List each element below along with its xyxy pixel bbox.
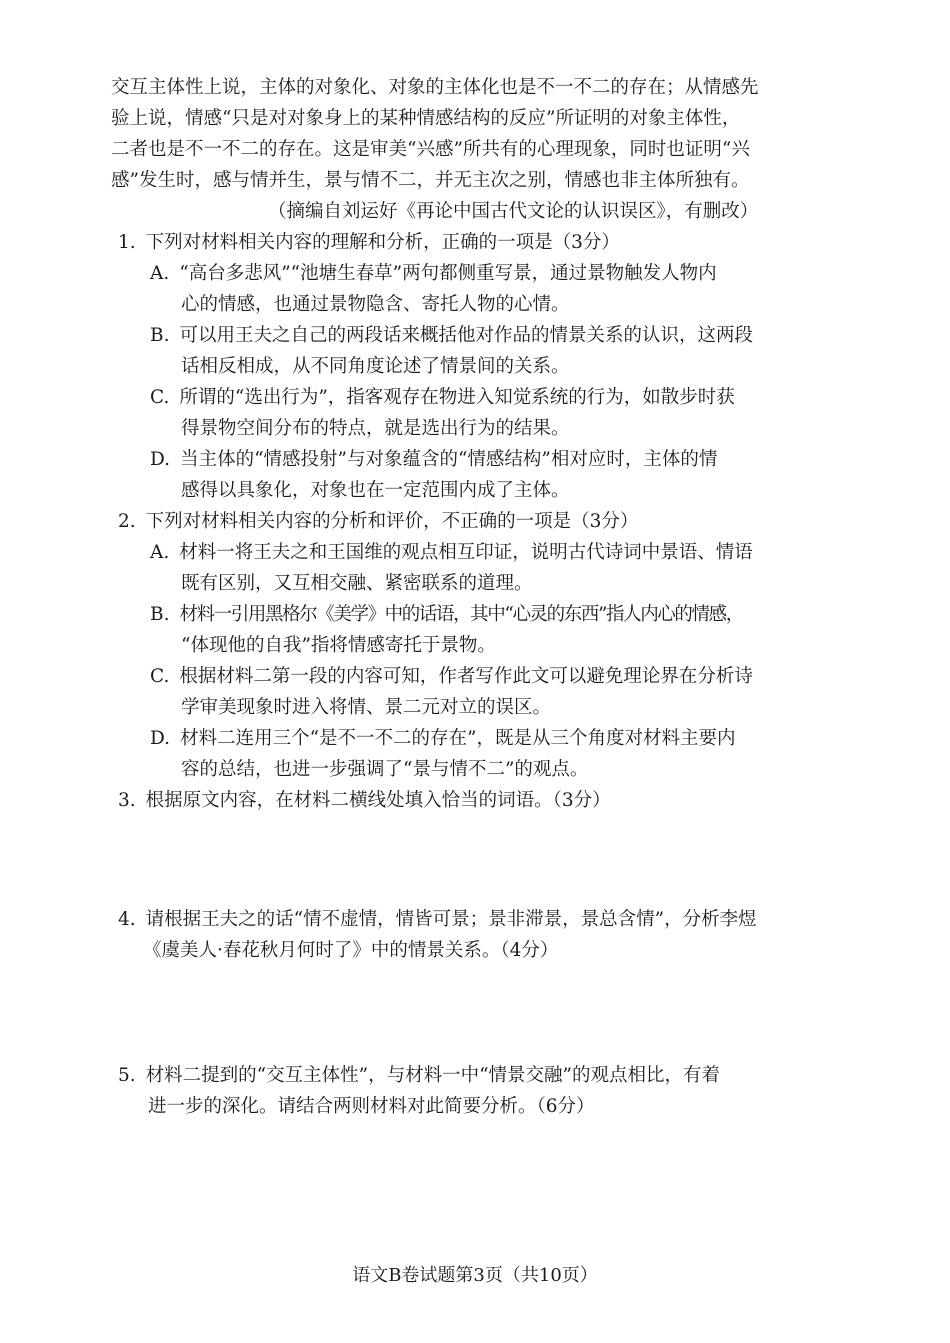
source-citation: （摘编自刘运好《再论中国古代文论的认识误区》，有删改） bbox=[268, 201, 759, 222]
option-text: 材料一将王夫之和王国维的观点相互印证，说明古代诗词中景语、情语 bbox=[179, 542, 753, 563]
question-stem-continued: 进一步的深化。请结合两则材料对此简要分析。（6分） bbox=[148, 1096, 595, 1117]
question-stem: 下列对材料相关内容的分析和评价，不正确的一项是（3分） bbox=[145, 511, 639, 532]
option-label: A. bbox=[150, 263, 170, 284]
question-number: 5. bbox=[118, 1065, 136, 1086]
option-label: A. bbox=[150, 542, 170, 563]
question-number: 2. bbox=[118, 511, 136, 532]
option-text-continued: 学审美现象时进入将情、景二元对立的误区。 bbox=[181, 697, 552, 718]
option-text-continued: 心的情感，也通过景物隐含、寄托人物的心情。 bbox=[181, 294, 570, 315]
option-text: 可以用王夫之自己的两段话来概括他对作品的情景关系的认识，这两段 bbox=[179, 325, 753, 346]
option-text-continued: 感得以具象化，对象也在一定范围内成了主体。 bbox=[181, 480, 570, 501]
question-stem: 根据原文内容，在材料二横线处填入恰当的词语。（3分） bbox=[145, 790, 611, 811]
question-number: 1. bbox=[118, 232, 136, 253]
question-stem: 材料二提到的“交互主体性”，与材料一中“情景交融”的观点相比，有着 bbox=[145, 1065, 720, 1086]
option-label: B. bbox=[150, 604, 170, 625]
passage-line: 验上说，情感“只是对对象身上的某种情感结构的反应”所证明的对象主体性， bbox=[111, 108, 741, 129]
option-text: 当主体的“情感投射”与对象蕴含的“情感结构”相对应时，主体的情 bbox=[180, 449, 718, 470]
question-5 bbox=[118, 1064, 720, 1088]
option-2a bbox=[150, 541, 753, 565]
option-2c bbox=[150, 665, 753, 689]
option-label: C. bbox=[150, 666, 170, 687]
option-label: D. bbox=[150, 728, 171, 749]
option-label: B. bbox=[150, 325, 170, 346]
question-stem: 下列对材料相关内容的理解和分析，正确的一项是（3分） bbox=[145, 232, 620, 253]
option-text: 所谓的“选出行为”，指客观存在物进入知觉系统的行为，如散步时获 bbox=[179, 387, 735, 408]
option-1c bbox=[150, 386, 735, 410]
passage-line: 交互主体性上说，主体的对象化、对象的主体化也是不一不二的存在；从情感先 bbox=[111, 77, 759, 98]
option-label: C. bbox=[150, 387, 170, 408]
option-text-continued: 容的总结，也进一步强调了“景与情不二”的观点。 bbox=[181, 759, 589, 780]
question-number: 4. bbox=[118, 909, 136, 930]
option-text: 材料一引用黑格尔《美学》中的话语，其中“心灵的东西”指人内心的情感， bbox=[179, 604, 743, 625]
option-label: D. bbox=[150, 449, 171, 470]
option-2d bbox=[150, 727, 735, 751]
option-text-continued: 既有区别，又互相交融、紧密联系的道理。 bbox=[181, 573, 533, 594]
question-number: 3. bbox=[118, 790, 136, 811]
option-text: “高台多悲风”“池塘生春草”两句都侧重写景，通过景物触发人物内 bbox=[179, 263, 717, 284]
option-text: 材料二连用三个“是不一不二的存在”，既是从三个角度对材料主要内 bbox=[180, 728, 736, 749]
passage-line: 感”发生时，感与情并生，景与情不二，并无主次之别，情感也非主体所独有。 bbox=[111, 170, 750, 191]
question-stem: 请根据王夫之的话“情不虚情，情皆可景；景非滞景，景总含情”，分析李煜 bbox=[145, 909, 757, 930]
page-footer: 语文B卷试题第3页（共10页） bbox=[352, 1265, 598, 1286]
option-text-continued: “体现他的自我”指将情感寄托于景物。 bbox=[181, 635, 496, 656]
option-text-continued: 得景物空间分布的特点，就是选出行为的结果。 bbox=[181, 418, 570, 439]
question-1 bbox=[118, 231, 620, 255]
question-2 bbox=[118, 510, 638, 534]
option-text: 根据材料二第一段的内容可知，作者写作此文可以避免理论界在分析诗 bbox=[179, 666, 753, 687]
question-4 bbox=[118, 908, 757, 932]
option-1b bbox=[150, 324, 753, 348]
question-stem-continued: 《虞美人·春花秋月何时了》中的情景关系。（4分） bbox=[143, 940, 559, 961]
question-3 bbox=[118, 789, 611, 813]
option-1d bbox=[150, 448, 717, 472]
passage-line: 二者也是不一不二的存在。这是审美“兴感”所共有的心理现象，同时也证明“兴 bbox=[111, 139, 750, 160]
option-1a bbox=[150, 262, 717, 286]
option-2b bbox=[150, 603, 743, 627]
option-text-continued: 话相反相成，从不同角度论述了情景间的关系。 bbox=[181, 356, 570, 377]
